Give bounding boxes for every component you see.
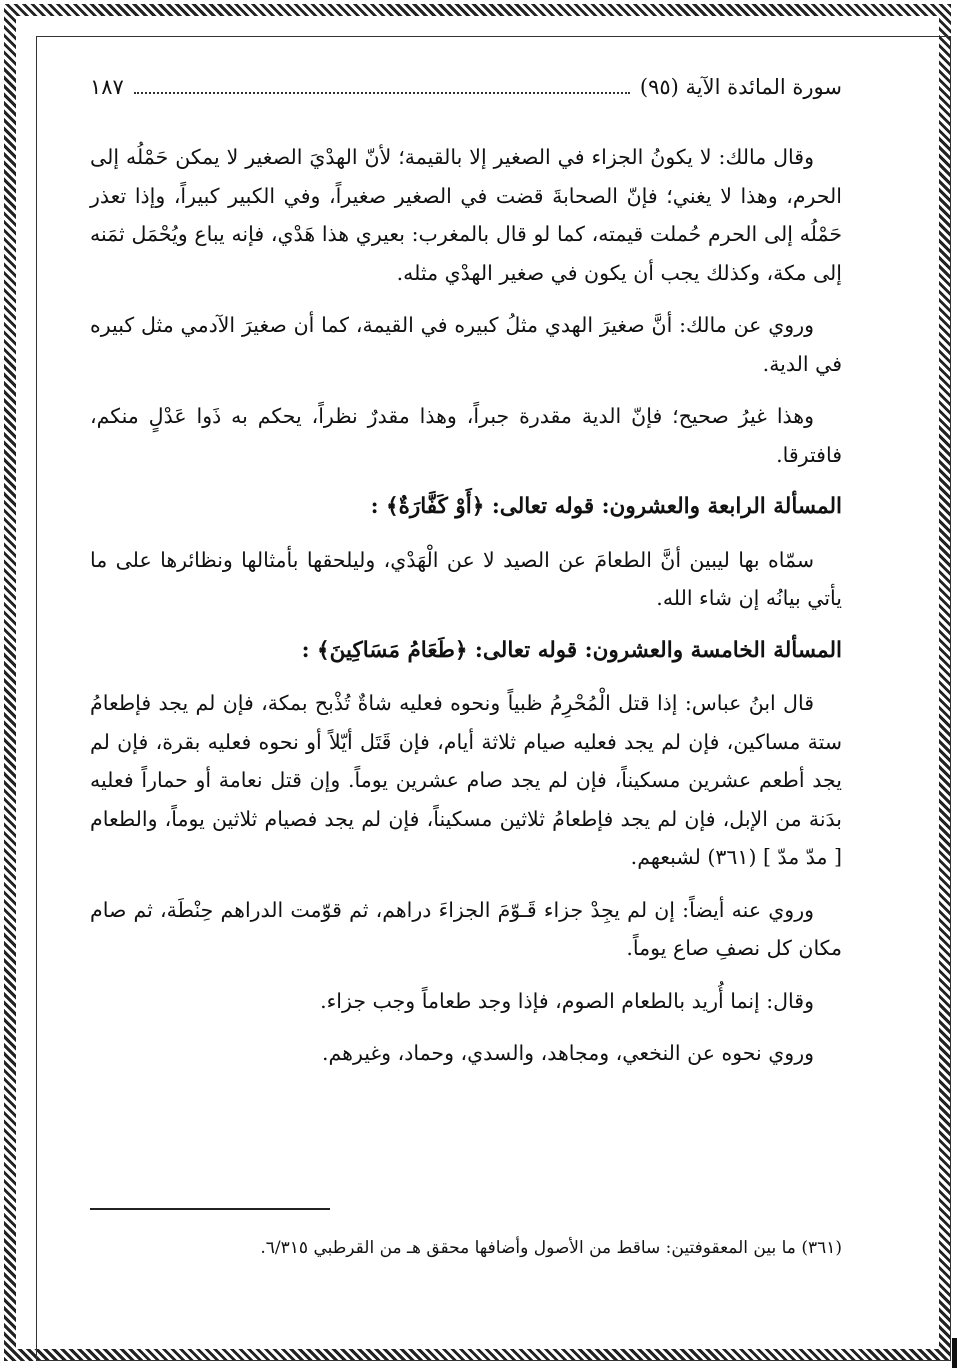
paragraph: وقال مالك: لا يكونُ الجزاء في الصغير إلا بالقيمة؛ لأنّ الهدْيَ الصغير لا يمكن حَمْلُه إلى الحرم، وهذا لا يغني؛ فإنّ الصحابةَ قضت في الصغير صغيراً، وفي الكبير كبيراً، وإذا تعذر حَمْلُه إلى الحرم حُملت قيمته، كما لو قال بالمغرب: بعيري هذا هَدْي، فإنه يباع ويُحْمَل ثمَنه إلى مكة، وكذلك يجب أن يكون في صغير الهدْي مثله.: [90, 145, 842, 285]
running-header: [90, 70, 842, 104]
section-heading: المسألة الرابعة والعشرون: قوله تعالى: ﴿أَوْ كَفَّارَةٌ﴾ :: [370, 494, 842, 519]
paragraph: وهذا غيرُ صحيح؛ فإنّ الدية مقدرة جبراً، وهذا مقدرٌ نظراً، يحكم به ذَوا عَدْلٍ منكم، فافترقا.: [90, 404, 842, 467]
paragraph: سمّاه بها ليبين أنَّ الطعامَ عن الصيد لا عن الْهَدْي، وليلحقها بأمثالها ونظائرها على ما يأتي بيانُه إن شاء الله.: [90, 547, 842, 610]
page-number: ١٨٧: [90, 75, 124, 99]
paragraph: وروي عن مالك: أنَّ صغيرَ الهدي مثلُ كبيره في القيمة، كما أن صغيرَ الآدمي مثل كبيره في الدية.: [90, 313, 842, 376]
footnote: (٣٦١) ما بين المعقوفتين: ساقط من الأصول وأضافها محقق هـ من القرطبي ٦/٣١٥.: [260, 1238, 842, 1258]
paragraph: وروي نحوه عن النخعي، ومجاهد، والسدي، وحماد، وغيرهم.: [321, 1041, 814, 1065]
corner-mark: [932, 1338, 957, 1368]
footnote-separator: [90, 1208, 330, 1210]
paragraph: وقال: إنما أُريد بالطعام الصوم، فإذا وجد طعاماً وجب جزاء.: [320, 988, 814, 1013]
page-body: [90, 138, 842, 1087]
paragraph: وروي عنه أيضاً: إن لم يجِدْ جزاء قَـوّمَ الجزاءَ دراهم، ثم قوّمت الدراهم حِنْطَة، ثم صام مكان كل نصفِ صاع يوماً.: [90, 897, 842, 960]
page: [90, 60, 842, 1310]
paragraph: قال ابنُ عباس: إذا قتل الْمُحْرِمُ ظبياً ونحوه فعليه شاةٌ تُذْبح بمكة، فإن لم يجد فإطعامُ ستة مساكين، فإن لم يجد فعليه صيام ثلاثة أيام، فإن قَتَل أيّلاً أو نحوه فعليه بقرة، فإن لم يجد أطعم عشرين مسكيناً، فإن لم يجد صام عشرين يوماً. وإن قتل نعامة أو حماراً فعليه بدَنة من الإبل، فإن لم يجد فإطعامُ ثلاثين مسكيناً، فإن لم يجد فصيام ثلاثين يوماً، والطعام [ مدّ مدّ ] (٣٦١) لشبعهم.: [90, 691, 842, 869]
header-title: سورة المائدة الآية (٩٥): [639, 75, 842, 99]
section-heading: المسألة الخامسة والعشرون: قوله تعالى: ﴿طَعَامُ مَسَاكِينَ﴾ :: [301, 637, 842, 663]
header-dot-leader: [134, 80, 630, 94]
